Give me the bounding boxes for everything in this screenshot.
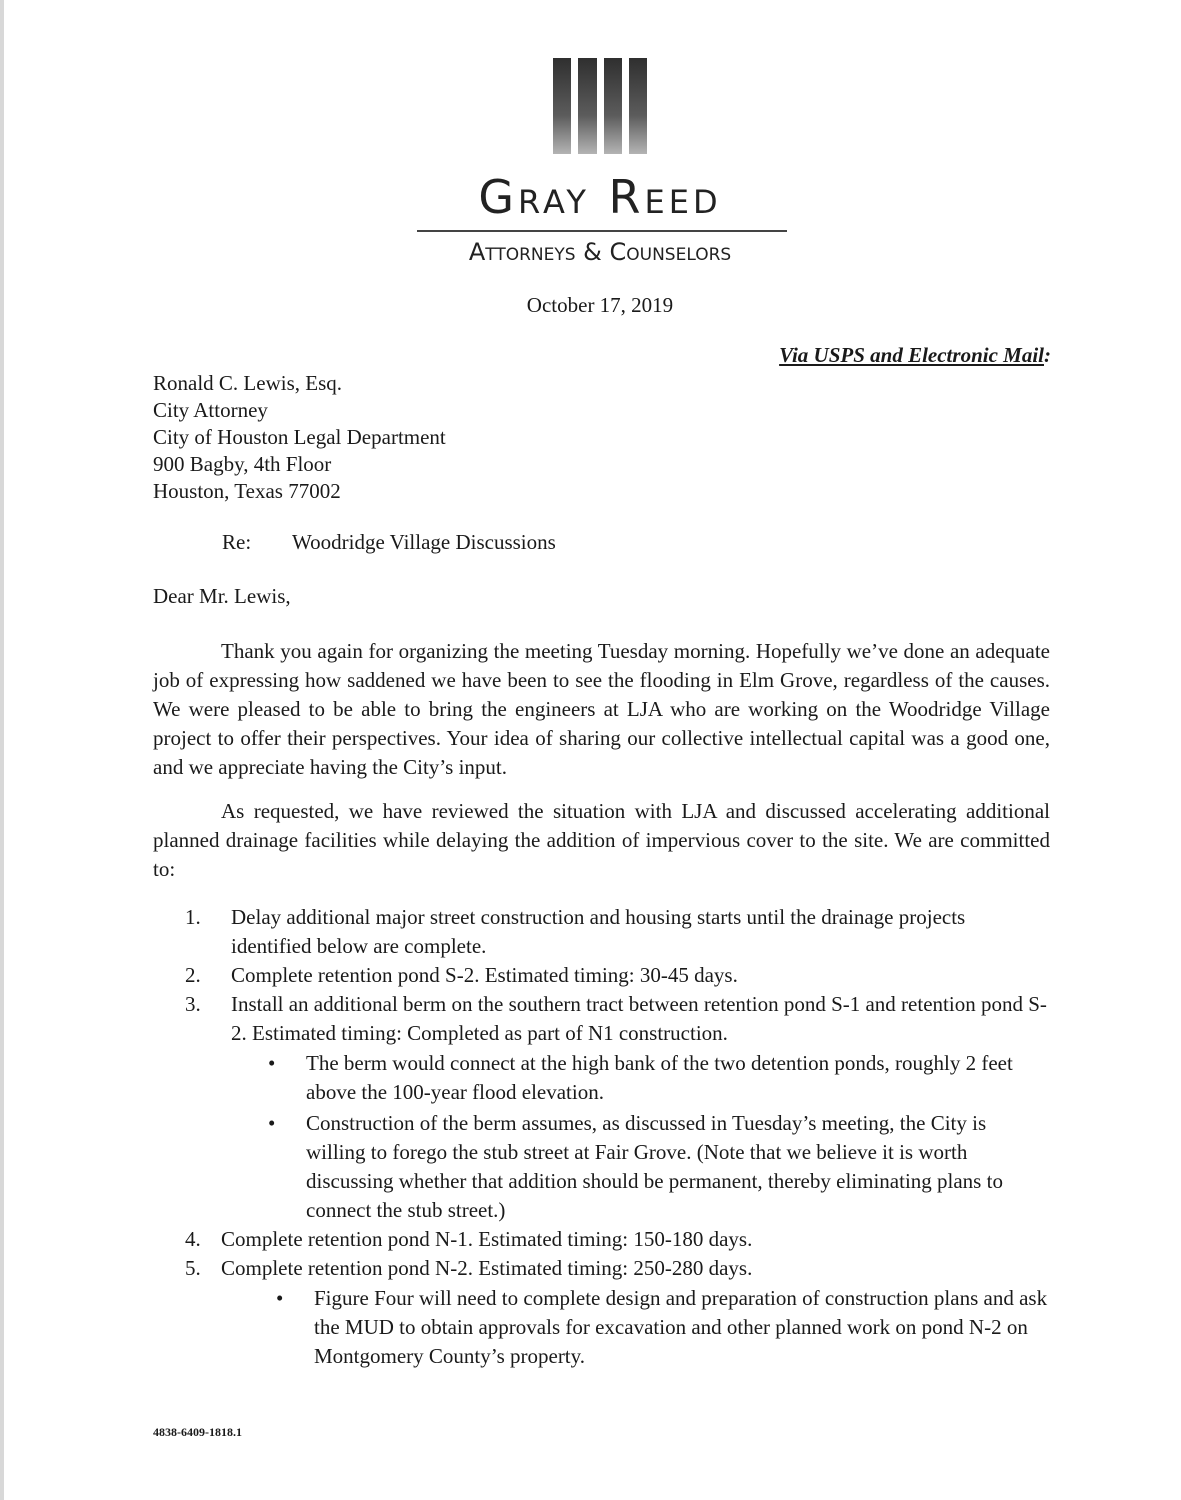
list-item bbox=[153, 1254, 1050, 1283]
firm-logo-icon bbox=[553, 58, 647, 154]
recipient-address bbox=[153, 370, 446, 505]
list-item-text: Complete retention pond S-2. Estimated timing: 30-45 days. bbox=[231, 963, 738, 987]
logo-bar bbox=[604, 58, 622, 154]
subject-label: Re: bbox=[222, 530, 252, 554]
sub-bullet bbox=[268, 1109, 1050, 1225]
document-id: 4838-6409-1818.1 bbox=[153, 1425, 242, 1439]
body-paragraph: Thank you again for organizing the meeting Tuesday morning. Hopefully we’ve done an adequate job of expressing how saddened we have been to see the flooding in Elm Grove, regardless of the causes. We were pleased to be able to bring the engineers at LJA who are working on the Woodridge Village project to offer their perspectives. Your idea of sharing our collective intellectual capital was a good one, and we appreciate having the City’s input. bbox=[153, 639, 1050, 779]
bullet-icon: • bbox=[268, 1051, 276, 1075]
recipient-title: City Attorney bbox=[153, 398, 268, 422]
list-item-number: 2. bbox=[185, 963, 201, 987]
list-item bbox=[153, 990, 1050, 1048]
logo-bar bbox=[578, 58, 596, 154]
recipient-city: Houston, Texas 77002 bbox=[153, 479, 341, 503]
list-item-number: 4. bbox=[185, 1227, 201, 1251]
logo-bar bbox=[629, 58, 647, 154]
body-paragraph: As requested, we have reviewed the situation with LJA and discussed accelerating additional planned drainage facilities while delaying the addition of impervious cover to the site. We are committed to: bbox=[153, 799, 1050, 881]
firm-tagline: Attorneys & Counselors bbox=[468, 238, 732, 266]
list-item-text: Complete retention pond N-1. Estimated timing: 150-180 days. bbox=[221, 1227, 753, 1251]
list-item bbox=[153, 903, 1050, 961]
page-edge bbox=[0, 0, 4, 1500]
letter-date: October 17, 2019 bbox=[526, 293, 674, 317]
list-item-number: 3. bbox=[185, 992, 201, 1016]
commitment-list bbox=[153, 903, 1050, 1371]
sub-bullet-text: The berm would connect at the high bank of the two detention ponds, roughly 2 feet above the 100-year flood elevation. bbox=[306, 1051, 1013, 1104]
list-item bbox=[153, 1225, 1050, 1254]
list-item-number: 1. bbox=[185, 905, 201, 929]
sub-bullet bbox=[276, 1284, 1050, 1371]
list-item-text: Delay additional major street construction and housing starts until the drainage projects identified below are complete. bbox=[231, 905, 966, 958]
recipient-street: 900 Bagby, 4th Floor bbox=[153, 452, 332, 476]
list-item-text: Install an additional berm on the southern tract between retention pond S-1 and retention pond S-2. Estimated timing: Completed as part of N1 construction. bbox=[231, 992, 1047, 1045]
firm-name: Gray Reed bbox=[478, 170, 722, 224]
recipient-name: Ronald C. Lewis, Esq. bbox=[153, 371, 342, 395]
salutation: Dear Mr. Lewis, bbox=[153, 584, 291, 608]
delivery-method bbox=[779, 343, 1051, 368]
logo-bar bbox=[553, 58, 571, 154]
subject-text: Woodridge Village Discussions bbox=[292, 530, 556, 554]
bullet-icon: • bbox=[268, 1111, 276, 1135]
subject-line bbox=[222, 530, 556, 555]
delivery-method-text: Via USPS and Electronic Mail bbox=[779, 343, 1044, 367]
list-item bbox=[153, 961, 1050, 990]
delivery-suffix: : bbox=[1044, 343, 1051, 367]
list-item-text: Complete retention pond N-2. Estimated timing: 250-280 days. bbox=[221, 1256, 753, 1280]
recipient-department: City of Houston Legal Department bbox=[153, 425, 446, 449]
sub-bullet-text: Construction of the berm assumes, as discussed in Tuesday’s meeting, the City is willing to forego the stub street at Fair Grove. (Note that we believe it is worth discussing whether that addition should be permanent, thereby eliminating plans to connect the stub street.) bbox=[306, 1111, 1003, 1222]
sub-bullet-text: Figure Four will need to complete design and preparation of construction plans and ask the MUD to obtain approvals for excavation and other planned work on pond N-2 on Montgomery County’s property. bbox=[314, 1286, 1048, 1368]
list-item-number: 5. bbox=[185, 1256, 201, 1280]
letterhead-rule bbox=[417, 230, 787, 232]
bullet-icon: • bbox=[276, 1286, 284, 1310]
sub-bullet bbox=[268, 1049, 1050, 1107]
